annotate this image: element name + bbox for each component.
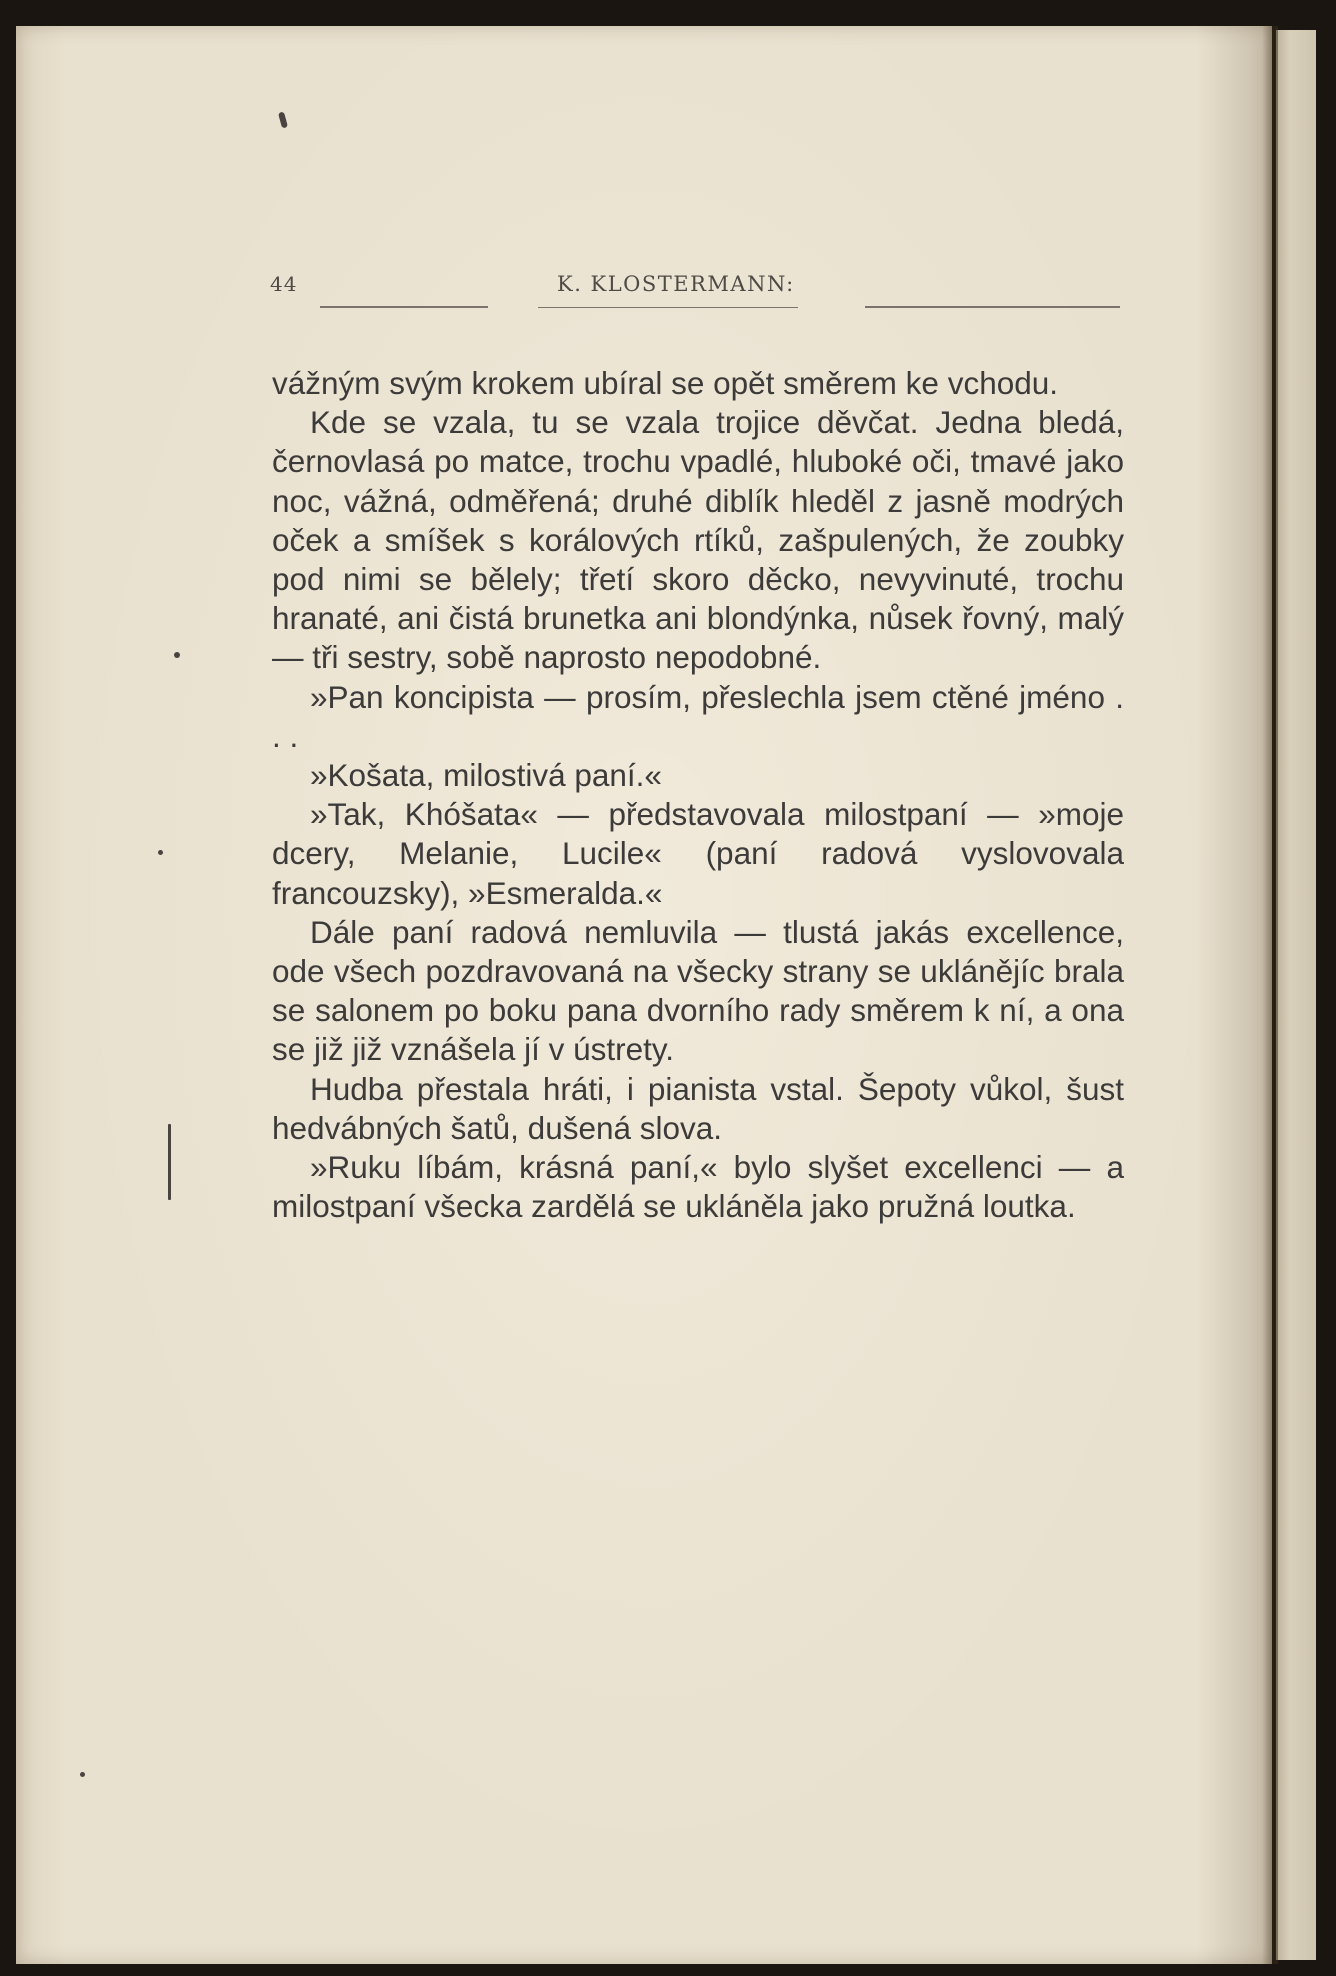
ink-speck (80, 1772, 85, 1777)
spine-shadow (1262, 26, 1278, 1964)
paragraph: Kde se vzala, tu se vzala trojice děvčat. Jedna bledá, černovlasá po matce, trochu vpadlé, hluboké oči, tmavé jako noc, vážná, odměřená; druhé diblík hleděl z jasně modrých oček a smíšek s korálových rtíků, zašpulených, že zoubky pod nimi se bělely; třetí skoro děcko, nevyvinuté, trochu hranaté, ani čistá brunetka ani blondýnka, nůsek řovný, malý — tři sestry, sobě naprosto nepodobné. (272, 404, 1124, 676)
paragraph: vážným svým krokem ubíral se opět směrem ke vchodu. (272, 365, 1059, 401)
paragraph: »Pan koncipista — prosím, přeslechla jsem ctěné jméno . . . (272, 678, 1124, 754)
paragraph: »Košata, milostivá paní.« (310, 757, 662, 794)
paragraph: »Ruku líbám, krásná paní,« bylo slyšet excellenci — a milostpaní všecka zardělá se ukláněla jako pružná loutka. (272, 1149, 1124, 1225)
body-text (272, 364, 1124, 1226)
page-header (270, 270, 1132, 310)
ink-speck (174, 652, 180, 658)
running-head: K. KLOSTERMANN: (557, 272, 795, 296)
ink-speck (158, 850, 163, 855)
header-rule-middle (538, 307, 798, 308)
header-rule-left (320, 306, 488, 308)
header-rule-right (865, 306, 1120, 308)
pencil-margin-mark (168, 1124, 171, 1200)
paragraph: Hudba přestala hráti, i pianista vstal. Šepoty vůkol, šust hedvábných šatů, dušená slova. (272, 1070, 1124, 1146)
paragraph: »Tak, Khóšata« — představovala milostpaní — »moje dcery, Melanie, Lucile« (paní radová vyslovovala francouzsky), »Esmeralda.« (272, 796, 1124, 911)
next-page-edge (1276, 30, 1316, 1960)
page-number: 44 (270, 272, 298, 296)
paragraph: Dále paní radová nemluvila — tlustá jakás excellence, ode všech pozdravovaná na všecky strany se uklánějíc brala se salonem po boku pana dvorního rady směrem k ní, a ona se již již vznášela jí v ústrety. (272, 913, 1124, 1068)
